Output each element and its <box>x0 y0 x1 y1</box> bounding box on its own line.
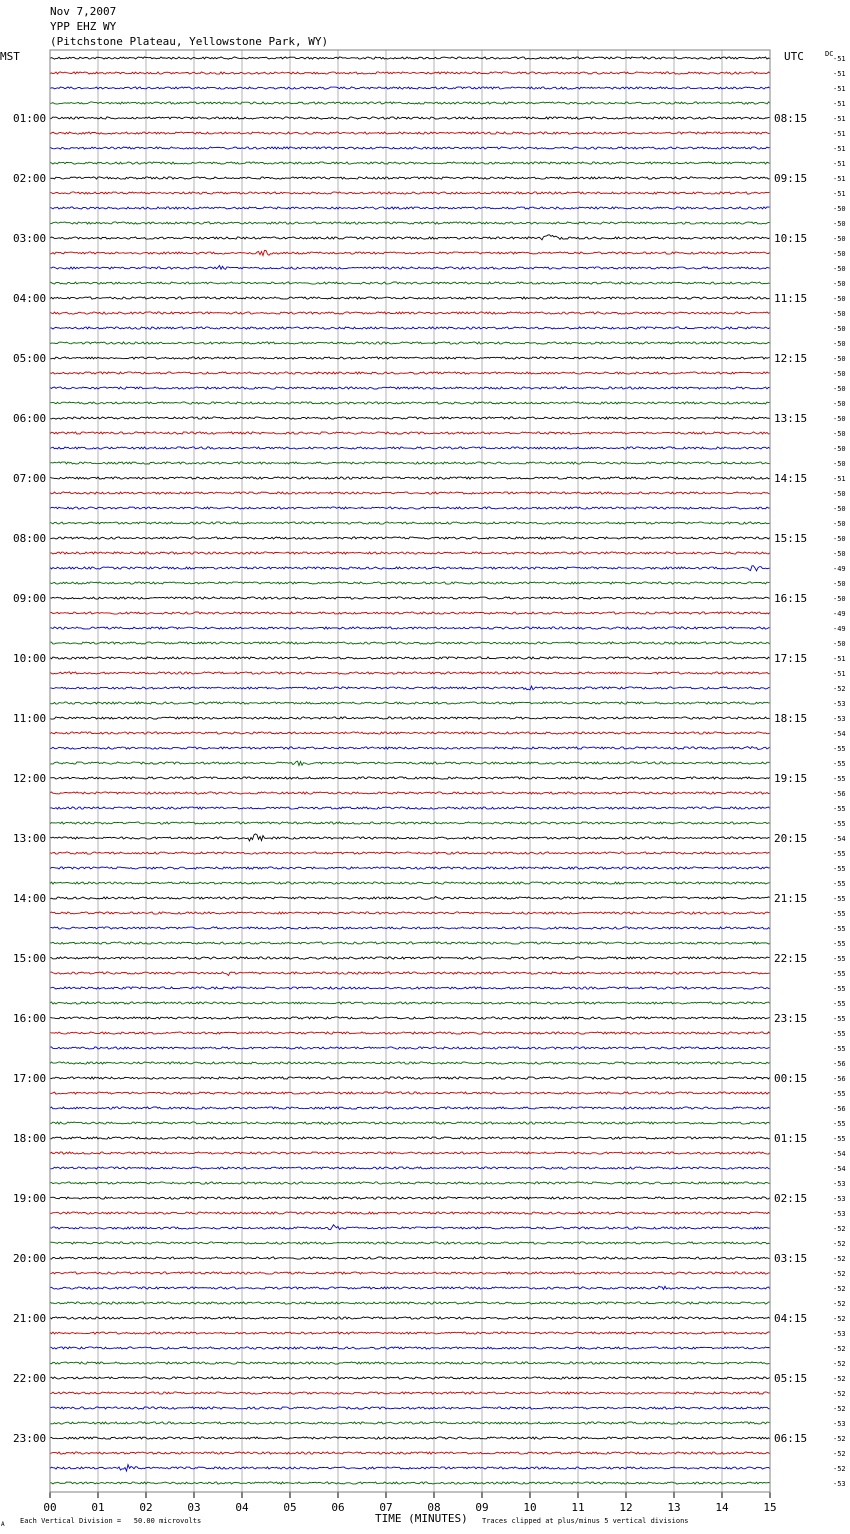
trace-line <box>50 912 770 914</box>
trace-line <box>50 132 770 134</box>
dc-offset-label: -50 <box>833 550 846 558</box>
trace-line <box>50 447 770 449</box>
trace-line <box>50 852 770 854</box>
dc-offset-label: -50 <box>833 640 846 648</box>
right-hour-label: 17:15 <box>774 652 808 665</box>
trace-line <box>50 372 770 374</box>
dc-offset-label: -51 <box>833 115 846 123</box>
dc-offset-label: -52 <box>833 1270 846 1278</box>
trace-line <box>50 1077 770 1079</box>
x-tick-label: 08 <box>427 1501 441 1514</box>
dc-offset-label: -50 <box>833 265 846 273</box>
trace-line <box>50 732 770 734</box>
trace-line <box>50 942 770 944</box>
dc-offset-label: -51 <box>833 160 846 168</box>
dc-offset-label: -50 <box>833 415 846 423</box>
dc-offset-label: -55 <box>833 805 846 813</box>
dc-offset-label: -52 <box>833 1240 846 1248</box>
trace-line <box>50 1212 770 1214</box>
trace-line <box>50 177 770 179</box>
dc-offset-label: -55 <box>833 1120 846 1128</box>
dc-offset-label: -50 <box>833 430 846 438</box>
dc-offset-label: -55 <box>833 955 846 963</box>
trace-line <box>50 777 770 779</box>
right-hour-label: 14:15 <box>774 472 808 485</box>
trace-line <box>50 657 770 659</box>
right-hour-label: 18:15 <box>774 712 808 725</box>
left-hour-label: 08:00 <box>13 532 47 545</box>
trace-line <box>50 72 770 74</box>
trace-line <box>50 312 770 314</box>
right-hour-label: 04:15 <box>774 1312 808 1325</box>
trace-line <box>50 222 770 224</box>
plot-frame <box>50 50 770 1492</box>
trace-line <box>50 492 770 494</box>
trace-line <box>50 612 770 614</box>
x-tick-label: 03 <box>187 1501 201 1514</box>
trace-group <box>50 57 770 1484</box>
dc-offset-label: -52 <box>833 1435 846 1443</box>
dc-offset-label: -55 <box>833 775 846 783</box>
trace-line <box>50 1122 770 1125</box>
trace-line <box>50 357 770 359</box>
dc-offset-label: -55 <box>833 850 846 858</box>
trace-line <box>50 250 770 255</box>
x-tick-label: 05 <box>283 1501 297 1514</box>
trace-line <box>50 1225 770 1230</box>
right-hour-label: 03:15 <box>774 1252 808 1265</box>
trace-line <box>50 1017 770 1019</box>
trace-line <box>50 1392 770 1394</box>
dc-offset-label: -54 <box>833 835 846 843</box>
x-tick-label: 13 <box>667 1501 681 1514</box>
left-hour-label: 12:00 <box>13 772 47 785</box>
dc-offset-label: -53 <box>833 1330 846 1338</box>
right-hour-label: 06:15 <box>774 1432 808 1445</box>
trace-line <box>50 1062 770 1064</box>
trace-line <box>50 1272 770 1274</box>
trace-line <box>50 927 770 929</box>
trace-line <box>50 1437 770 1439</box>
dc-offset-label: -52 <box>833 1390 846 1398</box>
trace-line <box>50 957 770 959</box>
dc-offset-label: -56 <box>833 1075 846 1083</box>
trace-line <box>50 417 770 419</box>
dc-offset-label: -53 <box>833 1480 846 1488</box>
trace-line <box>50 1482 770 1484</box>
trace-line <box>50 522 770 524</box>
x-tick-label: 01 <box>91 1501 105 1514</box>
x-tick-label: 07 <box>379 1501 393 1514</box>
right-hour-label: 11:15 <box>774 292 808 305</box>
x-tick-label: 10 <box>523 1501 537 1514</box>
x-tick-label: 06 <box>331 1501 345 1514</box>
dc-offset-label: -50 <box>833 310 846 318</box>
trace-line <box>50 462 770 464</box>
x-tick-label: 12 <box>619 1501 633 1514</box>
trace-line <box>50 387 770 389</box>
left-hour-label: 17:00 <box>13 1072 47 1085</box>
dc-offset-label: -51 <box>833 85 846 93</box>
trace-line <box>50 1092 770 1094</box>
dc-offset-label: -50 <box>833 235 846 243</box>
trace-line <box>50 1047 770 1049</box>
dc-offset-label: -50 <box>833 490 846 498</box>
trace-line <box>50 807 770 809</box>
dc-offset-label: -55 <box>833 880 846 888</box>
trace-line <box>50 266 770 270</box>
dc-offset-label: -50 <box>833 580 846 588</box>
plot-date: Nov 7,2007 <box>50 5 117 18</box>
trace-line <box>50 102 770 104</box>
right-hour-label: 23:15 <box>774 1012 808 1025</box>
right-timezone-label: UTC <box>784 50 804 63</box>
x-tick-label: 02 <box>139 1501 153 1514</box>
trace-line <box>50 162 770 164</box>
dc-offset-label: -50 <box>833 340 846 348</box>
dc-offset-label: -56 <box>833 790 846 798</box>
trace-line <box>50 882 770 884</box>
dc-offset-label: -52 <box>833 1285 846 1293</box>
trace-line <box>50 566 770 571</box>
x-tick-label: 04 <box>235 1501 249 1514</box>
dc-offset-label: -50 <box>833 535 846 543</box>
trace-line <box>50 597 770 599</box>
dc-offset-label: -55 <box>833 865 846 873</box>
left-hour-label: 07:00 <box>13 472 47 485</box>
dc-offset-label: -52 <box>833 1465 846 1473</box>
trace-line <box>50 747 770 750</box>
trace-line <box>50 702 770 704</box>
dc-offset-label: -50 <box>833 520 846 528</box>
dc-offset-label: -50 <box>833 445 846 453</box>
dc-offset-label: -50 <box>833 280 846 288</box>
right-hour-label: 05:15 <box>774 1372 808 1385</box>
dc-offset-label: -49 <box>833 625 846 633</box>
trace-line <box>50 1362 770 1364</box>
trace-line <box>50 1332 770 1334</box>
left-hour-label: 18:00 <box>13 1132 47 1145</box>
left-hour-label: 03:00 <box>13 232 47 245</box>
trace-line <box>50 1407 770 1409</box>
x-tick-label: 09 <box>475 1501 489 1514</box>
trace-line <box>50 972 770 976</box>
dc-offset-label: -52 <box>833 1255 846 1263</box>
dc-offset-label: -50 <box>833 250 846 258</box>
trace-line <box>50 1257 770 1259</box>
dc-offset-label: -55 <box>833 1135 846 1143</box>
dc-offset-label: -49 <box>833 565 846 573</box>
right-hour-label: 16:15 <box>774 592 808 605</box>
trace-line <box>50 686 770 690</box>
dc-offset-label: -55 <box>833 1090 846 1098</box>
trace-line <box>50 1317 770 1319</box>
right-hour-label: 13:15 <box>774 412 808 425</box>
dc-offset-label: -50 <box>833 460 846 468</box>
trace-line <box>50 1107 770 1109</box>
x-axis <box>43 1492 776 1514</box>
dc-offset-label: -52 <box>833 1405 846 1413</box>
right-hour-label: 15:15 <box>774 532 808 545</box>
dc-offset-label: -51 <box>833 100 846 108</box>
dc-offset-label: -55 <box>833 970 846 978</box>
dc-offset-label: -52 <box>833 1360 846 1368</box>
x-tick-label: 15 <box>763 1501 777 1514</box>
x-tick-label: 11 <box>571 1501 585 1514</box>
trace-line <box>50 822 770 824</box>
dc-offset-label: -55 <box>833 745 846 753</box>
dc-offset-label: -51 <box>833 670 846 678</box>
dc-offset-label: -55 <box>833 820 846 828</box>
dc-offset-label: -53 <box>833 1420 846 1428</box>
trace-line <box>50 627 770 629</box>
dc-offset-label: -53 <box>833 715 846 723</box>
trace-line <box>50 867 770 869</box>
trace-line <box>50 87 770 89</box>
right-hour-label: 21:15 <box>774 892 808 905</box>
dc-offset-label: -50 <box>833 505 846 513</box>
dc-offset-label: -51 <box>833 175 846 183</box>
trace-line <box>50 792 770 794</box>
left-hour-label: 15:00 <box>13 952 47 965</box>
right-hour-label: 22:15 <box>774 952 808 965</box>
dc-offset-label: -55 <box>833 1045 846 1053</box>
dc-offset-label: -53 <box>833 1210 846 1218</box>
left-hour-label: 04:00 <box>13 292 47 305</box>
scale-note: Each Vertical Division = 50.00 microvolts <box>20 1517 202 1525</box>
clip-note: Traces clipped at plus/minus 5 vertical divisions <box>482 1517 689 1525</box>
trace-line <box>50 834 770 841</box>
trace-line <box>50 57 770 59</box>
right-hour-label: 00:15 <box>774 1072 808 1085</box>
left-hour-label: 09:00 <box>13 592 47 605</box>
trace-line <box>50 207 770 209</box>
trace-line <box>50 147 770 149</box>
dc-offset-label: -55 <box>833 925 846 933</box>
dc-offset-label: -52 <box>833 685 846 693</box>
right-hour-label: 01:15 <box>774 1132 808 1145</box>
dc-offset-label: -56 <box>833 1060 846 1068</box>
right-hour-label: 12:15 <box>774 352 808 365</box>
trace-line <box>50 1152 770 1154</box>
left-hour-label: 02:00 <box>13 172 47 185</box>
dc-header-label: DC <box>825 50 834 58</box>
dc-offset-label: -51 <box>833 190 846 198</box>
station-code: YPP EHZ WY <box>50 20 117 33</box>
trace-line <box>50 402 770 404</box>
trace-line <box>50 672 770 674</box>
trace-line <box>50 235 770 240</box>
dc-offset-label: -55 <box>833 1015 846 1023</box>
trace-line <box>50 477 770 479</box>
dc-offset-label: -51 <box>833 475 846 483</box>
dc-offset-label: -53 <box>833 1180 846 1188</box>
dc-offset-label: -52 <box>833 1345 846 1353</box>
trace-line <box>50 987 770 989</box>
trace-line <box>50 1377 770 1379</box>
dc-offset-label: -54 <box>833 1165 846 1173</box>
dc-offset-label: -50 <box>833 220 846 228</box>
dc-offset-label: -53 <box>833 700 846 708</box>
left-hour-label: 06:00 <box>13 412 47 425</box>
corner-mark: A <box>1 1521 5 1528</box>
left-hour-label: 05:00 <box>13 352 47 365</box>
dc-offset-label: -55 <box>833 760 846 768</box>
dc-offset-label: -55 <box>833 895 846 903</box>
trace-line <box>50 1137 770 1139</box>
left-hour-label: 11:00 <box>13 712 47 725</box>
dc-offset-label: -50 <box>833 355 846 363</box>
dc-offset-label: -51 <box>833 130 846 138</box>
trace-line <box>50 1242 770 1244</box>
trace-line <box>50 642 770 644</box>
trace-line <box>50 432 770 434</box>
right-hour-label: 19:15 <box>774 772 808 785</box>
dc-offset-label: -52 <box>833 1375 846 1383</box>
trace-line <box>50 1452 770 1454</box>
left-hour-label: 16:00 <box>13 1012 47 1025</box>
dc-offset-label: -54 <box>833 1150 846 1158</box>
dc-offset-label: -52 <box>833 1225 846 1233</box>
dc-offset-label: -51 <box>833 655 846 663</box>
right-hour-label: 10:15 <box>774 232 808 245</box>
dc-offset-label: -51 <box>833 70 846 78</box>
dc-offset-label: -55 <box>833 910 846 918</box>
trace-line <box>50 1167 770 1169</box>
left-hour-label: 23:00 <box>13 1432 47 1445</box>
trace-line <box>50 717 770 719</box>
dc-offset-label: -56 <box>833 1105 846 1113</box>
dc-offset-label: -52 <box>833 1450 846 1458</box>
dc-offset-label: -52 <box>833 1315 846 1323</box>
left-hour-label: 13:00 <box>13 832 47 845</box>
trace-line <box>50 1302 770 1304</box>
dc-offset-label: -55 <box>833 1000 846 1008</box>
x-tick-label: 00 <box>43 1501 57 1514</box>
dc-offset-label: -55 <box>833 1030 846 1038</box>
station-location: (Pitchstone Plateau, Yellowstone Park, WY) <box>50 35 329 48</box>
left-hour-label: 19:00 <box>13 1192 47 1205</box>
x-tick-label: 14 <box>715 1501 729 1514</box>
trace-line <box>50 117 770 119</box>
dc-offset-label: -50 <box>833 400 846 408</box>
dc-offset-label: -49 <box>833 610 846 618</box>
left-hour-label: 10:00 <box>13 652 47 665</box>
trace-line <box>50 297 770 299</box>
trace-line <box>50 342 770 344</box>
trace-line <box>50 1032 770 1034</box>
left-hour-label: 14:00 <box>13 892 47 905</box>
trace-line <box>50 327 770 329</box>
dc-offset-label: -50 <box>833 385 846 393</box>
trace-line <box>50 537 770 539</box>
left-hour-label: 22:00 <box>13 1372 47 1385</box>
trace-line <box>50 507 770 509</box>
x-axis-title: TIME (MINUTES) <box>375 1512 468 1525</box>
dc-offset-label: -50 <box>833 370 846 378</box>
dc-offset-label: -50 <box>833 325 846 333</box>
dc-offset-label: -51 <box>833 55 846 63</box>
right-hour-label: 02:15 <box>774 1192 808 1205</box>
right-hour-label: 20:15 <box>774 832 808 845</box>
vertical-gridlines <box>98 50 722 1492</box>
dc-offset-label: -50 <box>833 205 846 213</box>
trace-line <box>50 1197 770 1199</box>
dc-offset-label: -55 <box>833 940 846 948</box>
dc-offset-label: -50 <box>833 595 846 603</box>
dc-offset-label: -52 <box>833 1300 846 1308</box>
dc-offset-label: -51 <box>833 145 846 153</box>
right-hour-label: 09:15 <box>774 172 808 185</box>
trace-line <box>50 1465 770 1471</box>
trace-line <box>50 282 770 284</box>
dc-offset-label: -54 <box>833 730 846 738</box>
trace-line <box>50 1002 770 1004</box>
dc-offset-label: -53 <box>833 1195 846 1203</box>
trace-line <box>50 761 770 765</box>
left-hour-label: 21:00 <box>13 1312 47 1325</box>
left-hour-label: 20:00 <box>13 1252 47 1265</box>
trace-line <box>50 1422 770 1424</box>
trace-line <box>50 896 770 899</box>
left-hour-label: 01:00 <box>13 112 47 125</box>
trace-line <box>50 1286 770 1289</box>
left-timezone-label: MST <box>0 50 20 63</box>
trace-line <box>50 582 770 584</box>
dc-offset-label: -50 <box>833 295 846 303</box>
trace-line <box>50 1182 770 1184</box>
right-hour-label: 08:15 <box>774 112 808 125</box>
trace-line <box>50 552 770 554</box>
trace-line <box>50 1347 770 1349</box>
dc-offset-label: -55 <box>833 985 846 993</box>
trace-line <box>50 192 770 194</box>
